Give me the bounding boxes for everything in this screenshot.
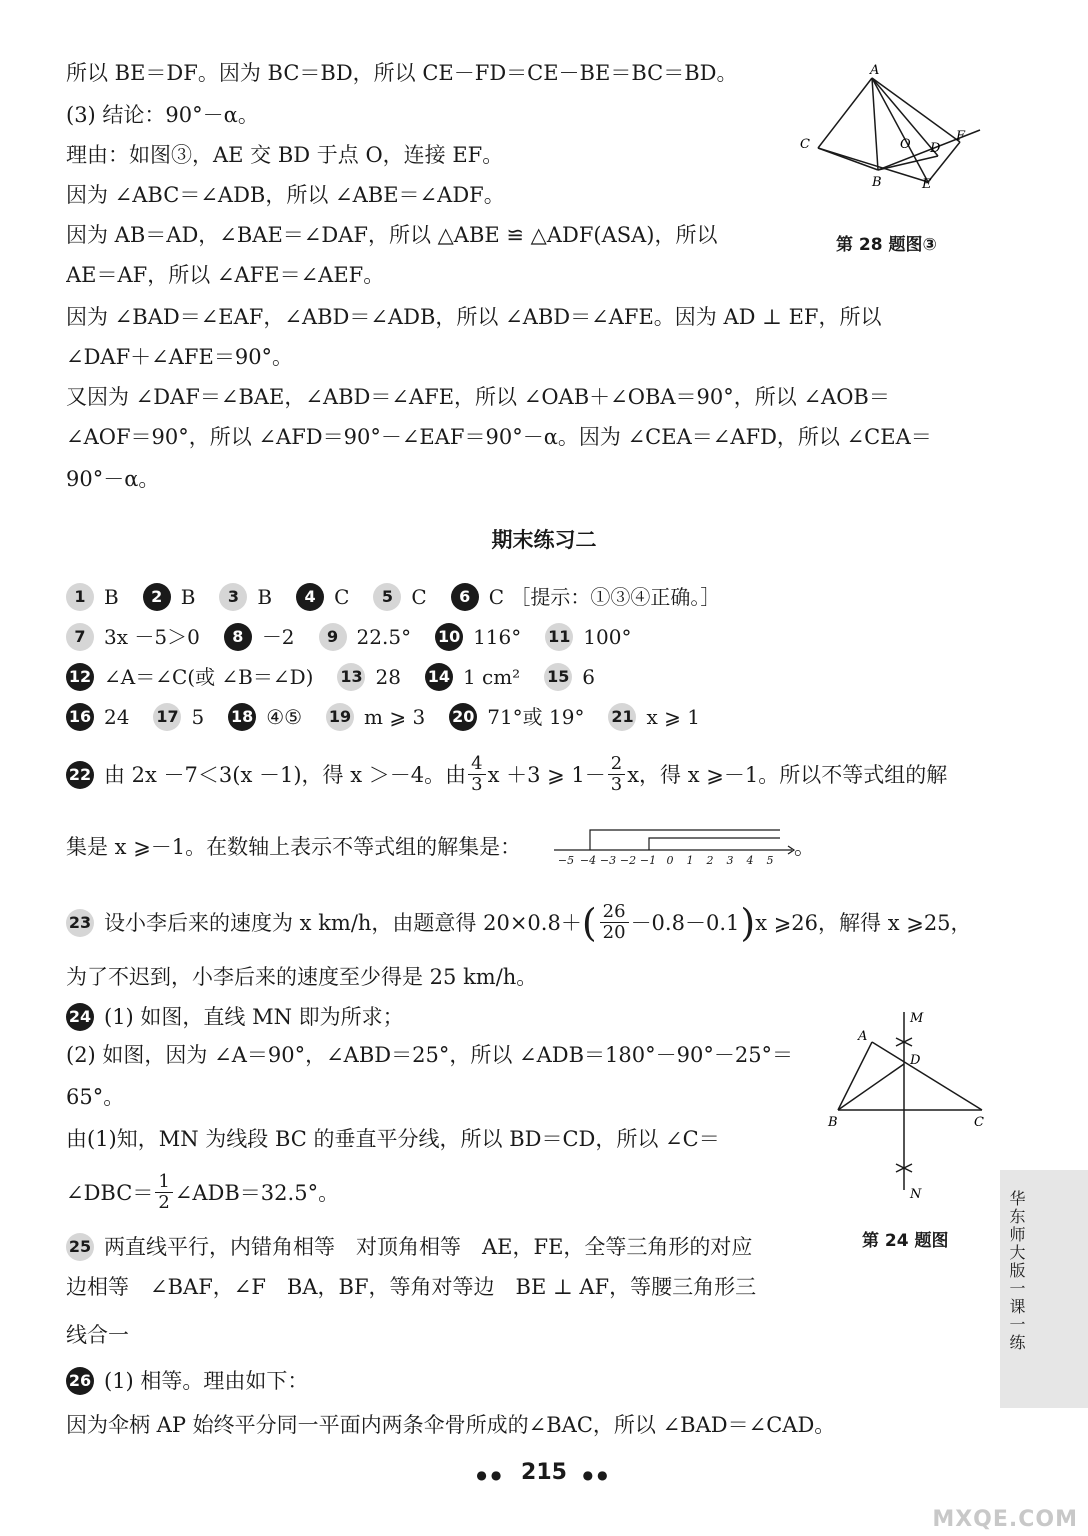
text-line: 又因为 ∠DAF＝∠BAE，∠ABD＝∠AFE，所以 ∠OAB＋∠OBA＝90°，所以 ∠AOB＝ xyxy=(66,385,890,409)
question-number-badge: 26 xyxy=(66,1367,94,1395)
answer-text: B xyxy=(257,585,273,609)
question-number-badge: 24 xyxy=(66,1003,94,1031)
answer-item xyxy=(449,702,584,732)
answer-item xyxy=(373,582,426,612)
figure-28-caption: 第 28 题图③ xyxy=(836,235,937,255)
answer-text: ④⑤ xyxy=(266,705,303,729)
answer-text: ∠A＝∠C(或 ∠B＝∠D) xyxy=(104,665,314,689)
text-line: 因为 ∠ABC＝∠ADB，所以 ∠ABE＝∠ADF。 xyxy=(66,183,505,207)
question-number-badge: 10 xyxy=(435,623,463,651)
fraction-denominator: 20 xyxy=(600,922,629,943)
fraction-1-2 xyxy=(155,1172,172,1213)
number-line xyxy=(552,826,802,870)
axis-tick-label: 3 xyxy=(726,854,734,867)
section-title: 期末练习二 xyxy=(491,528,597,552)
text-line: 因为 AB＝AD，∠BAE＝∠DAF，所以 △ABE ≌ △ADF(ASA)，所以 xyxy=(66,223,718,247)
answer-item xyxy=(425,662,520,692)
question-number-badge: 8 xyxy=(224,623,252,651)
fraction-denominator: 3 xyxy=(468,774,485,795)
answer-item xyxy=(224,622,295,652)
label-d: D xyxy=(930,141,941,156)
answer-item xyxy=(326,702,425,732)
axis-tick-label: −1 xyxy=(639,854,657,867)
figure-24 xyxy=(822,1006,992,1206)
watermark: MXQE.COM xyxy=(932,1507,1078,1532)
answer-row xyxy=(66,582,744,612)
answer-row xyxy=(66,662,619,692)
q22-text-line2: 集是 x ⩾－1。在数轴上表示不等式组的解集是： xyxy=(66,835,522,859)
label-c: C xyxy=(800,137,810,152)
q23-line1 xyxy=(66,902,972,943)
page-number-dots-left: ●● xyxy=(476,1468,506,1482)
q24-line2: (2) 如图，因为 ∠A＝90°，∠ABD＝25°，所以 ∠ADB＝180°－90°－25°＝ xyxy=(66,1043,794,1067)
answer-text: C xyxy=(334,585,350,609)
question-number-badge: 11 xyxy=(545,623,573,651)
q24-line5 xyxy=(66,1172,339,1213)
axis-tick-label: 2 xyxy=(706,854,714,867)
text-line: 90°－α。 xyxy=(66,467,160,491)
q22-text-part3: x，得 x ⩾－1。所以不等式组的解 xyxy=(627,762,948,787)
question-number-badge: 14 xyxy=(425,663,453,691)
answer-item xyxy=(66,662,313,692)
label-e: E xyxy=(922,177,932,192)
axis-tick-label: −3 xyxy=(599,854,617,867)
question-number-badge: 6 xyxy=(451,583,479,611)
q24-line3: 65°。 xyxy=(66,1085,125,1109)
page-number-value: 215 xyxy=(521,1460,567,1485)
question-number-badge: 18 xyxy=(228,703,256,731)
fraction-numerator: 1 xyxy=(158,1171,170,1192)
left-paren: ( xyxy=(581,900,597,945)
q24-text-line5-pre: ∠DBC＝ xyxy=(66,1180,154,1205)
axis-tick-label: −2 xyxy=(619,854,637,867)
question-number-badge: 15 xyxy=(544,663,572,691)
axis-tick-label: −5 xyxy=(557,854,575,867)
q24-text-line1: (1) 如图，直线 MN 即为所求； xyxy=(104,1005,404,1029)
answer-text: 3x －5＞0 xyxy=(104,625,200,649)
answer-text: 116° xyxy=(473,625,522,649)
q23-text-part2: －0.8－0.1 xyxy=(630,910,740,935)
question-number-badge: 9 xyxy=(319,623,347,651)
q23-line2: 为了不迟到，小李后来的速度至少得是 25 km/h。 xyxy=(66,965,538,989)
fraction-2-3 xyxy=(608,754,625,795)
q22-line2 xyxy=(66,832,521,862)
q26-line2: 因为伞柄 AP 始终平分同一平面内两条伞骨所成的∠BAC，所以 ∠BAD＝∠CAD。 xyxy=(66,1413,836,1437)
answer-text: 5 xyxy=(191,705,205,729)
question-number-badge: 5 xyxy=(373,583,401,611)
text-line: 所以 BE＝DF。因为 BC＝BD，所以 CE－FD＝CE－BE＝BC＝BD。 xyxy=(66,61,738,85)
q24-text-line5-post: ∠ADB＝32.5°。 xyxy=(174,1180,340,1205)
answer-item xyxy=(66,622,200,652)
answer-text: 24 xyxy=(104,705,130,729)
fraction-numerator: 2 xyxy=(610,753,623,774)
fraction-numerator: 26 xyxy=(602,901,626,922)
text-line: 因为 ∠BAD＝∠EAF，∠ABD＝∠ADB，所以 ∠ABD＝∠AFE。因为 AD ⊥ EF，所以 xyxy=(66,305,882,329)
question-number-badge: 21 xyxy=(608,703,636,731)
figure-28 xyxy=(790,60,990,200)
q22-line1 xyxy=(66,754,947,795)
page-number xyxy=(0,1460,1088,1485)
text-line: ∠AOF＝90°，所以 ∠AFD＝90°－∠EAF＝90°－α。因为 ∠CEA＝∠AFD，所以 ∠CEA＝ xyxy=(66,425,932,449)
answer-text: 71°或 19° xyxy=(487,705,585,729)
question-number-badge: 13 xyxy=(337,663,365,691)
q25-text-line1: 两直线平行，内错角相等 对顶角相等 AE，FE，全等三角形的对应 xyxy=(104,1235,753,1259)
axis-tick-label: 5 xyxy=(766,854,774,867)
answer-item xyxy=(608,702,699,732)
question-number-badge: 2 xyxy=(143,583,171,611)
q24-line4: 由(1)知，MN 为线段 BC 的垂直平分线，所以 BD＝CD，所以 ∠C＝ xyxy=(66,1127,720,1151)
axis-tick-label: 0 xyxy=(666,854,674,867)
fraction-denominator: 3 xyxy=(608,774,625,795)
label-a: A xyxy=(858,1029,868,1044)
answer-item xyxy=(228,702,302,732)
axis-tick-label: 4 xyxy=(746,854,754,867)
answer-text: 100° xyxy=(583,625,632,649)
period: 。 xyxy=(794,835,815,859)
side-tab-label: 华东师大版一课一练 xyxy=(1007,1190,1026,1352)
question-number-badge: 23 xyxy=(66,909,94,937)
figure-24-caption: 第 24 题图 xyxy=(862,1231,949,1251)
answer-text: 1 cm² xyxy=(462,665,521,689)
label-a: A xyxy=(870,63,880,78)
text-line: 理由：如图③，AE 交 BD 于点 O，连接 EF。 xyxy=(66,143,504,167)
answer-item xyxy=(153,702,204,732)
question-number-badge: 4 xyxy=(296,583,324,611)
answer-text: 22.5° xyxy=(356,625,412,649)
answer-row xyxy=(66,622,655,652)
side-tab xyxy=(1000,1170,1088,1408)
q22-text-part1: 由 2x －7＜3(x －1)，得 x ＞－4。由 xyxy=(104,762,467,787)
text-line: (3) 结论：90°－α。 xyxy=(66,103,259,127)
q23-text-part3: x ⩾26，解得 x ⩾25， xyxy=(755,910,972,935)
answer-item xyxy=(544,662,595,692)
label-f: F xyxy=(956,129,966,144)
q22-line2-end xyxy=(794,832,815,862)
answer-text: x ⩾ 1 xyxy=(646,705,700,729)
text-line: AE＝AF，所以 ∠AFE＝∠AEF。 xyxy=(66,263,385,287)
answer-row xyxy=(66,702,724,732)
label-c: C xyxy=(974,1115,984,1130)
answer-item xyxy=(451,582,721,612)
axis-tick-label: −4 xyxy=(579,854,597,867)
q25-line3: 线合一 xyxy=(66,1323,129,1347)
right-paren: ) xyxy=(740,900,756,945)
question-number-badge: 3 xyxy=(219,583,247,611)
answer-text: m ⩾ 3 xyxy=(364,705,426,729)
fraction-numerator: 4 xyxy=(471,753,483,774)
answer-item xyxy=(143,582,196,612)
answer-item xyxy=(66,702,129,732)
answer-text: B xyxy=(180,585,196,609)
question-number-badge: 22 xyxy=(66,761,94,789)
axis-tick-label: 1 xyxy=(686,854,694,867)
q24-line1 xyxy=(66,1002,404,1032)
answer-text: 6 xyxy=(582,665,595,689)
answer-text: C xyxy=(411,585,427,609)
q25-line1 xyxy=(66,1232,752,1262)
question-number-badge: 7 xyxy=(66,623,94,651)
fraction-4-3 xyxy=(468,754,485,795)
answer-text: B xyxy=(104,585,119,609)
answer-item xyxy=(337,662,400,692)
label-m: M xyxy=(910,1011,924,1026)
question-number-badge: 1 xyxy=(66,583,94,611)
label-n: N xyxy=(910,1187,922,1202)
label-d: D xyxy=(910,1053,921,1068)
question-number-badge: 25 xyxy=(66,1233,94,1261)
fraction-26-20 xyxy=(600,902,629,943)
label-b: B xyxy=(872,175,882,190)
q26-text-line1: (1) 相等。理由如下： xyxy=(104,1369,309,1393)
fraction-denominator: 2 xyxy=(155,1192,172,1213)
answer-text: －2 xyxy=(261,625,295,649)
answer-item xyxy=(66,582,119,612)
text-line: ∠DAF＋∠AFE＝90°。 xyxy=(66,345,294,369)
answer-text: 28 xyxy=(375,665,401,689)
q25-line2: 边相等 ∠BAF，∠F BA，BF，等角对等边 BE ⊥ AF，等腰三角形三 xyxy=(66,1275,757,1299)
answer-item xyxy=(296,582,349,612)
question-number-badge: 12 xyxy=(66,663,94,691)
answer-item xyxy=(219,582,272,612)
question-number-badge: 17 xyxy=(153,703,181,731)
answer-item xyxy=(435,622,521,652)
q26-line1 xyxy=(66,1366,308,1396)
label-o: O xyxy=(900,137,911,152)
question-number-badge: 19 xyxy=(326,703,354,731)
page-number-dots-right: ●● xyxy=(582,1468,612,1482)
answer-item xyxy=(545,622,631,652)
label-b: B xyxy=(828,1115,838,1130)
answer-item xyxy=(319,622,412,652)
question-number-badge: 16 xyxy=(66,703,94,731)
question-number-badge: 20 xyxy=(449,703,477,731)
answer-text: C ［提示：①③④正确。］ xyxy=(488,585,721,609)
q23-text-part1: 设小李后来的速度为 x km/h，由题意得 20×0.8＋ xyxy=(104,910,582,935)
q22-text-part2: x ＋3 ⩾ 1－ xyxy=(487,762,606,787)
